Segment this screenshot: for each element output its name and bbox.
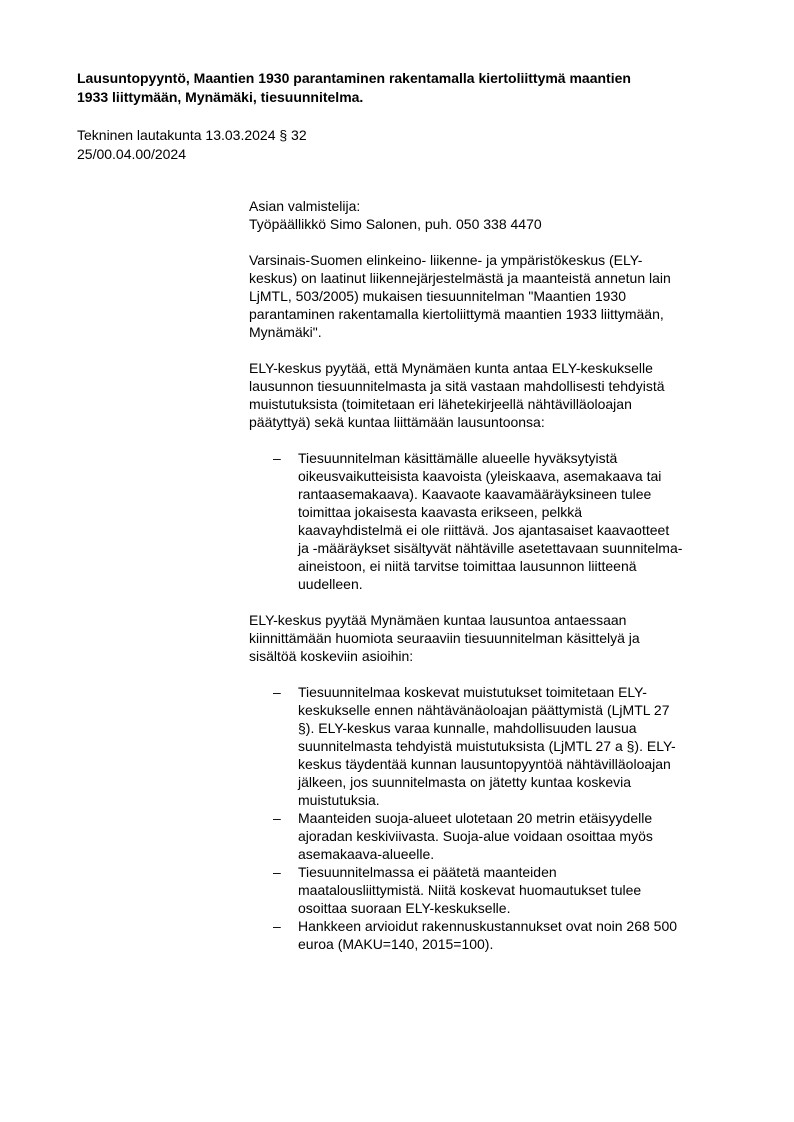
list-item [249,917,739,953]
paragraph-line: parantaminen rakentamalla kiertoliittymä maantien 1933 liittymään, [249,306,664,322]
list-item [249,863,739,917]
list-item-line: asemakaava-alueelle. [298,846,435,862]
preparer-label: Asian valmistelija: [249,198,361,214]
reference-number: 25/00.04.00/2024 [77,146,186,162]
list-item [249,683,739,809]
paragraph-line: päätyttyä) sekä kuntaa liittämään lausuntoonsa: [249,414,545,430]
list-item-line: kaavayhdistelmä ei ole riittävä. Jos ajantasaiset kaavaotteet [298,522,670,538]
document-title [77,69,777,107]
meeting-meta [77,126,477,164]
paragraph [249,359,739,431]
list-item-line: keskus täydentää kunnan lausuntopyyntöä nähtävilläoloajan [298,756,671,772]
list-item [249,809,739,863]
list-item-line: maatalousliittymistä. Niitä koskevat huomautukset tulee [298,882,642,898]
paragraph [249,611,739,665]
paragraph-line: Mynämäki". [249,324,322,340]
title-line: Lausuntopyyntö, Maantien 1930 parantaminen rakentamalla kiertoliittymä maantien [77,70,631,86]
dash-bullet-icon: – [273,864,281,880]
list-item-line: Tiesuunnitelmaa koskevat muistutukset toimitetaan ELY- [298,684,647,700]
list-item [249,449,739,593]
list-item-line: ajoradan keskiviivasta. Suoja-alue voidaan osoittaa myös [298,828,653,844]
list-item-line: Maanteiden suoja-alueet ulotetaan 20 metrin etäisyydelle [298,810,653,826]
paragraph-line: ELY-keskus pyytää Mynämäen kuntaa lausuntoa antaessaan [249,612,627,628]
board-meeting: Tekninen lautakunta 13.03.2024 § 32 [77,127,307,143]
list-item-line: oikeusvaikutteisista kaavoista (yleiskaava, asemakaava tai [298,468,662,484]
list-item-line: euroa (MAKU=140, 2015=100). [298,936,494,952]
list-item-line: muistutuksia. [298,792,380,808]
list-item-line: jälkeen, jos suunnitelmasta on jätetty kuntaa koskevia [298,774,632,790]
list-item-line: Tiesuunnitelman käsittämälle alueelle hyväksytyistä [298,450,618,466]
dash-bullet-icon: – [273,450,281,466]
list-item-line: Hankkeen arvioidut rakennuskustannukset ovat noin 268 500 [298,918,678,934]
document-body [249,197,739,953]
list-item-line: osoittaa suoraan ELY-keskukselle. [298,900,511,916]
paragraph-line: muistutuksista (toimitetaan eri lähetekirjeellä nähtävilläoloajan [249,396,632,412]
list-item-line: ja -määräykset sisältyvät nähtäville asetettavaan suunnitelma- [298,540,683,556]
list-item-line: suunnitelmasta tehdyistä muistutuksista (LjMTL 27 a §). ELY- [298,738,676,754]
list-item-line: aineistoon, ei niitä tarvitse toimittaa lausunnon liitteenä [298,558,637,574]
bullet-list [249,449,739,593]
paragraph-line: Varsinais-Suomen elinkeino- liikenne- ja ympäristökeskus (ELY- [249,252,643,268]
list-item-line: §). ELY-keskus varaa kunnalle, mahdollisuuden lausua [298,720,637,736]
dash-bullet-icon: – [273,918,281,934]
paragraph-line: LjMTL, 503/2005) mukaisen tiesuunnitelman "Maantien 1930 [249,288,626,304]
title-line: 1933 liittymään, Mynämäki, tiesuunnitelma. [77,89,364,105]
dash-bullet-icon: – [273,684,281,700]
list-item-line: toimittaa jokaisesta kaavasta erikseen, pelkkä [298,504,583,520]
preparer-block [249,197,739,233]
preparer-name: Työpäällikkö Simo Salonen, puh. 050 338 4470 [249,216,542,232]
list-item-line: rantaasemakaava). Kaavaote kaavamääräyksineen tulee [298,486,652,502]
paragraph-line: lausunnon tiesuunnitelmasta ja sitä vastaan mahdollisesti tehdyistä [249,378,665,394]
paragraph [249,251,739,341]
paragraph-line: sisältöä koskeviin asioihin: [249,648,414,664]
dash-bullet-icon: – [273,810,281,826]
paragraph-line: kiinnittämään huomiota seuraaviin tiesuunnitelman käsittelyä ja [249,630,640,646]
list-item-line: Tiesuunnitelmassa ei päätetä maanteiden [298,864,557,880]
list-item-line: uudelleen. [298,576,363,592]
paragraph-line: keskus) on laatinut liikennejärjestelmästä ja maanteistä annetun lain [249,270,671,286]
paragraph-line: ELY-keskus pyytää, että Mynämäen kunta antaa ELY-keskukselle [249,360,653,376]
list-item-line: keskukselle ennen nähtävänäoloajan päättymistä (LjMTL 27 [298,702,670,718]
bullet-list [249,683,739,953]
